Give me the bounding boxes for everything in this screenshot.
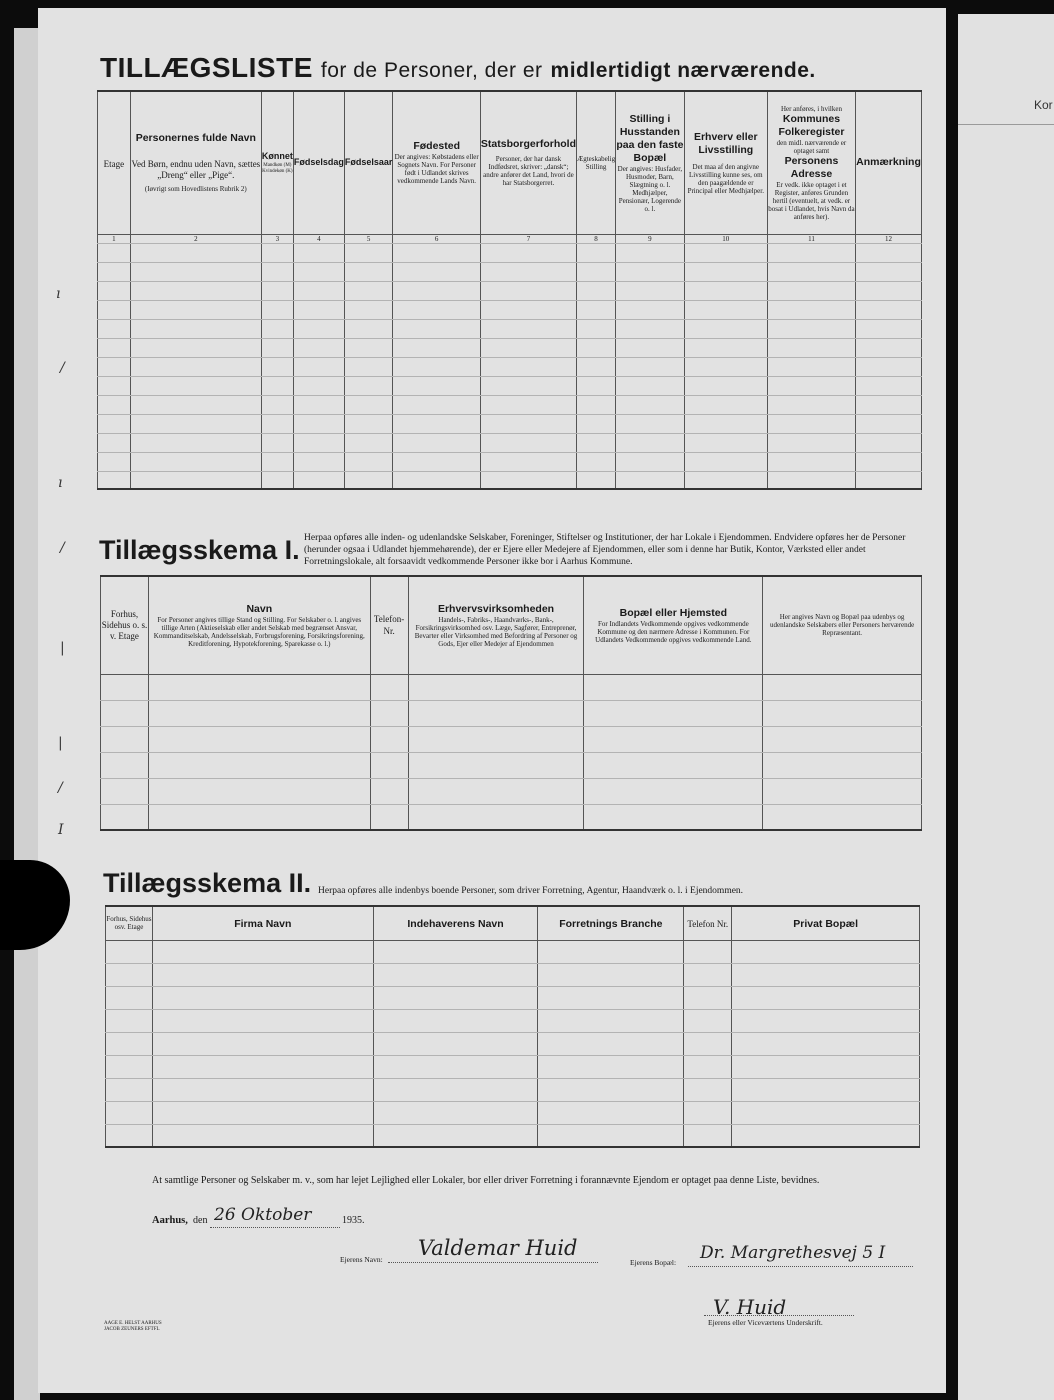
main-table-body <box>98 243 922 489</box>
col-registry: Her anføres, i hvilken Kommunes Folkeregister den midl. nærværende er optaget samt Personens Adresse Er vedk. ikke optaget i et Register, anføres Grunden hertil (eventuelt, at vedk. er bosat i Udlandet, hvis Navn da anføres her). <box>767 92 855 234</box>
s2-col-firm: Firma Navn <box>152 906 373 940</box>
skema1-title: Tillægsskema I. <box>99 535 300 565</box>
right-facing-page <box>958 14 1054 1400</box>
col-etage: Etage <box>98 92 131 234</box>
col-remarks: Anmærkning <box>856 92 922 234</box>
date-handwritten: 26 Oktober <box>214 1205 312 1225</box>
title-mid: for de Personer, der er <box>320 59 543 82</box>
margin-mark: / <box>60 360 65 376</box>
s2-col-residence: Privat Bopæl <box>732 906 920 940</box>
s1-col-representative: Her angives Navn og Bopæl paa udenbys og udenlandske Selskabers eller Personers herværende Repræsentant. <box>763 576 922 674</box>
certification-text: At samtlige Personer og Selskaber m. v., som har lejet Lejlighed eller Lokaler, bor eller driver Forretning i forannævnte Ejendom er optaget paa denne Liste, bevidnes. <box>152 1175 820 1186</box>
col-marital: Ægteskabelig Stilling <box>577 92 616 234</box>
year-label: 1935. <box>342 1215 365 1226</box>
printer-imprint: AAGE E. HELST AARHUS JACOB ZEUNERS EFTFL <box>104 1321 162 1332</box>
column-numbers-row: 1 2 3 4 5 6 7 8 9 10 11 12 <box>98 234 922 243</box>
margin-mark: ı <box>56 286 61 302</box>
col-household: Stilling i Husstanden paa den faste Bopæl Der angives: Husfader, Husmoder, Barn, Slægtning o. l. Medhjælper, Pensionær, Logerende o. l. <box>616 92 685 234</box>
margin-mark: / <box>60 540 65 556</box>
signature-label: Ejerens eller Viceværtens Underskrift. <box>708 1318 823 1327</box>
address-handwritten: Dr. Margrethesvej 5 I <box>700 1243 886 1263</box>
page-stack-edge <box>14 28 40 1400</box>
skema2-title: Tillægsskema II. <box>103 868 312 898</box>
city-label: Aarhus, <box>152 1215 188 1226</box>
main-table <box>97 92 922 490</box>
skema2-description: Herpaa opføres alle indenbys boende Personer, som driver Forretning, Agentur, Haandværk o. l. i Ejendommen. <box>318 886 744 896</box>
col-birthday: Fødselsdag <box>293 92 344 234</box>
s2-col-branch: Forretnings Branche <box>538 906 684 940</box>
skema1-description: Herpaa opføres alle inden- og udenlandske Selskaber, Foreninger, Stiftelser og Institutioner, der har Lokale i Ejendommen. Endvidere opføres her de Personer (herunder ogsaa i Udlandet hjemmehørende), der er Ejere eller Medejere af Ejendommen, eller som i denne har Butik, Kontor, Værksted eller andet Forretningslokale, alt forsaavidt vedkommende Personer ikke bor i Aarhus Kommune. <box>304 533 906 567</box>
s1-col-phone: Telefon-Nr. <box>370 576 408 674</box>
owner-signature: Valdemar Huid <box>418 1236 578 1260</box>
s2-col-phone: Telefon Nr. <box>684 906 732 940</box>
margin-mark: I <box>58 822 64 838</box>
right-page-fragment: Kor <box>1034 98 1053 112</box>
owner-line <box>388 1262 598 1264</box>
owner-label: Ejerens Navn: <box>340 1255 383 1264</box>
s2-col-owner: Indehaverens Navn <box>373 906 538 940</box>
skema1-table <box>100 575 922 831</box>
col-birthplace: Fødested Der angives: Købstadens eller Sognets Navn. For Personer født i Udlandet skrives vedkommende Lands Navn. <box>393 92 480 234</box>
address-label: Ejerens Bopæl: <box>630 1258 677 1267</box>
s1-col-name: Navn For Personer angives tillige Stand og Stilling. For Selskaber o. l. angives tillige Arten (Aktieselskab eller andet Selskab med begrænset Ansvar, Kommanditselskab, Andelsselskab, Forbrugsforening, Forsikringsforening, Kreditforening, Hypotekforening, Sparekasse o. l.) <box>148 576 370 674</box>
skema1-body <box>101 674 922 830</box>
skema2-body <box>106 940 920 1147</box>
margin-mark: ı <box>58 475 63 491</box>
page-title <box>100 52 816 84</box>
title-word: TILLÆGSLISTE <box>100 52 313 83</box>
s1-col-residence: Bopæl eller Hjemsted For Indlandets Vedkommende opgives vedkommende Kommune og den nærmere Adresse i Kommunen. For Udlandets Vedkommende opgives vedkommende Land. <box>584 576 763 674</box>
signature-line <box>704 1315 854 1317</box>
col-name: Personernes fulde Navn Ved Børn, endnu uden Navn, sættes „Dreng“ eller „Pige“. (Iøvrigt som Hovedlistens Rubrik 2) <box>130 92 261 234</box>
den-label: den <box>193 1215 208 1226</box>
margin-mark: | <box>60 640 65 656</box>
address-line <box>688 1266 913 1268</box>
col-occupation: Erhverv eller Livsstilling Det maa af den angivne Livsstilling kunne ses, om den paagældende er Principal eller Medhjælper. <box>684 92 767 234</box>
s1-col-business: Erhvervsvirksomheden Handels-, Fabriks-, Haandværks-, Bank-, Forsikringsvirksomhed osv. Læge, Sagfører, Entreprenør, Bevarter eller Virksomhed med Befordring af Personer og Gods, Ejer eller Medejer af Ejendommen <box>408 576 584 674</box>
s1-col-etage: Forhus, Sidehus o. s. v. Etage <box>101 576 149 674</box>
s2-col-etage: Forhus, Sidehus osv. Etage <box>106 906 153 940</box>
margin-mark: / <box>58 780 63 796</box>
date-line <box>210 1227 340 1229</box>
signature: V. Huid <box>713 1295 787 1319</box>
margin-mark: | <box>58 735 63 751</box>
title-bold: midlertidigt nærværende. <box>550 59 816 82</box>
skema2-table <box>105 905 920 1148</box>
col-birthyear: Fødselsaar <box>344 92 393 234</box>
col-gender: Kønnet Mandkøn (M) Kvindekøn (K) <box>261 92 293 234</box>
col-citizenship: Statsborgerforhold Personer, der har dansk Indfødsret, skriver: „dansk“; andre anfører det Land, hvori de har Statsborgerret. <box>480 92 576 234</box>
